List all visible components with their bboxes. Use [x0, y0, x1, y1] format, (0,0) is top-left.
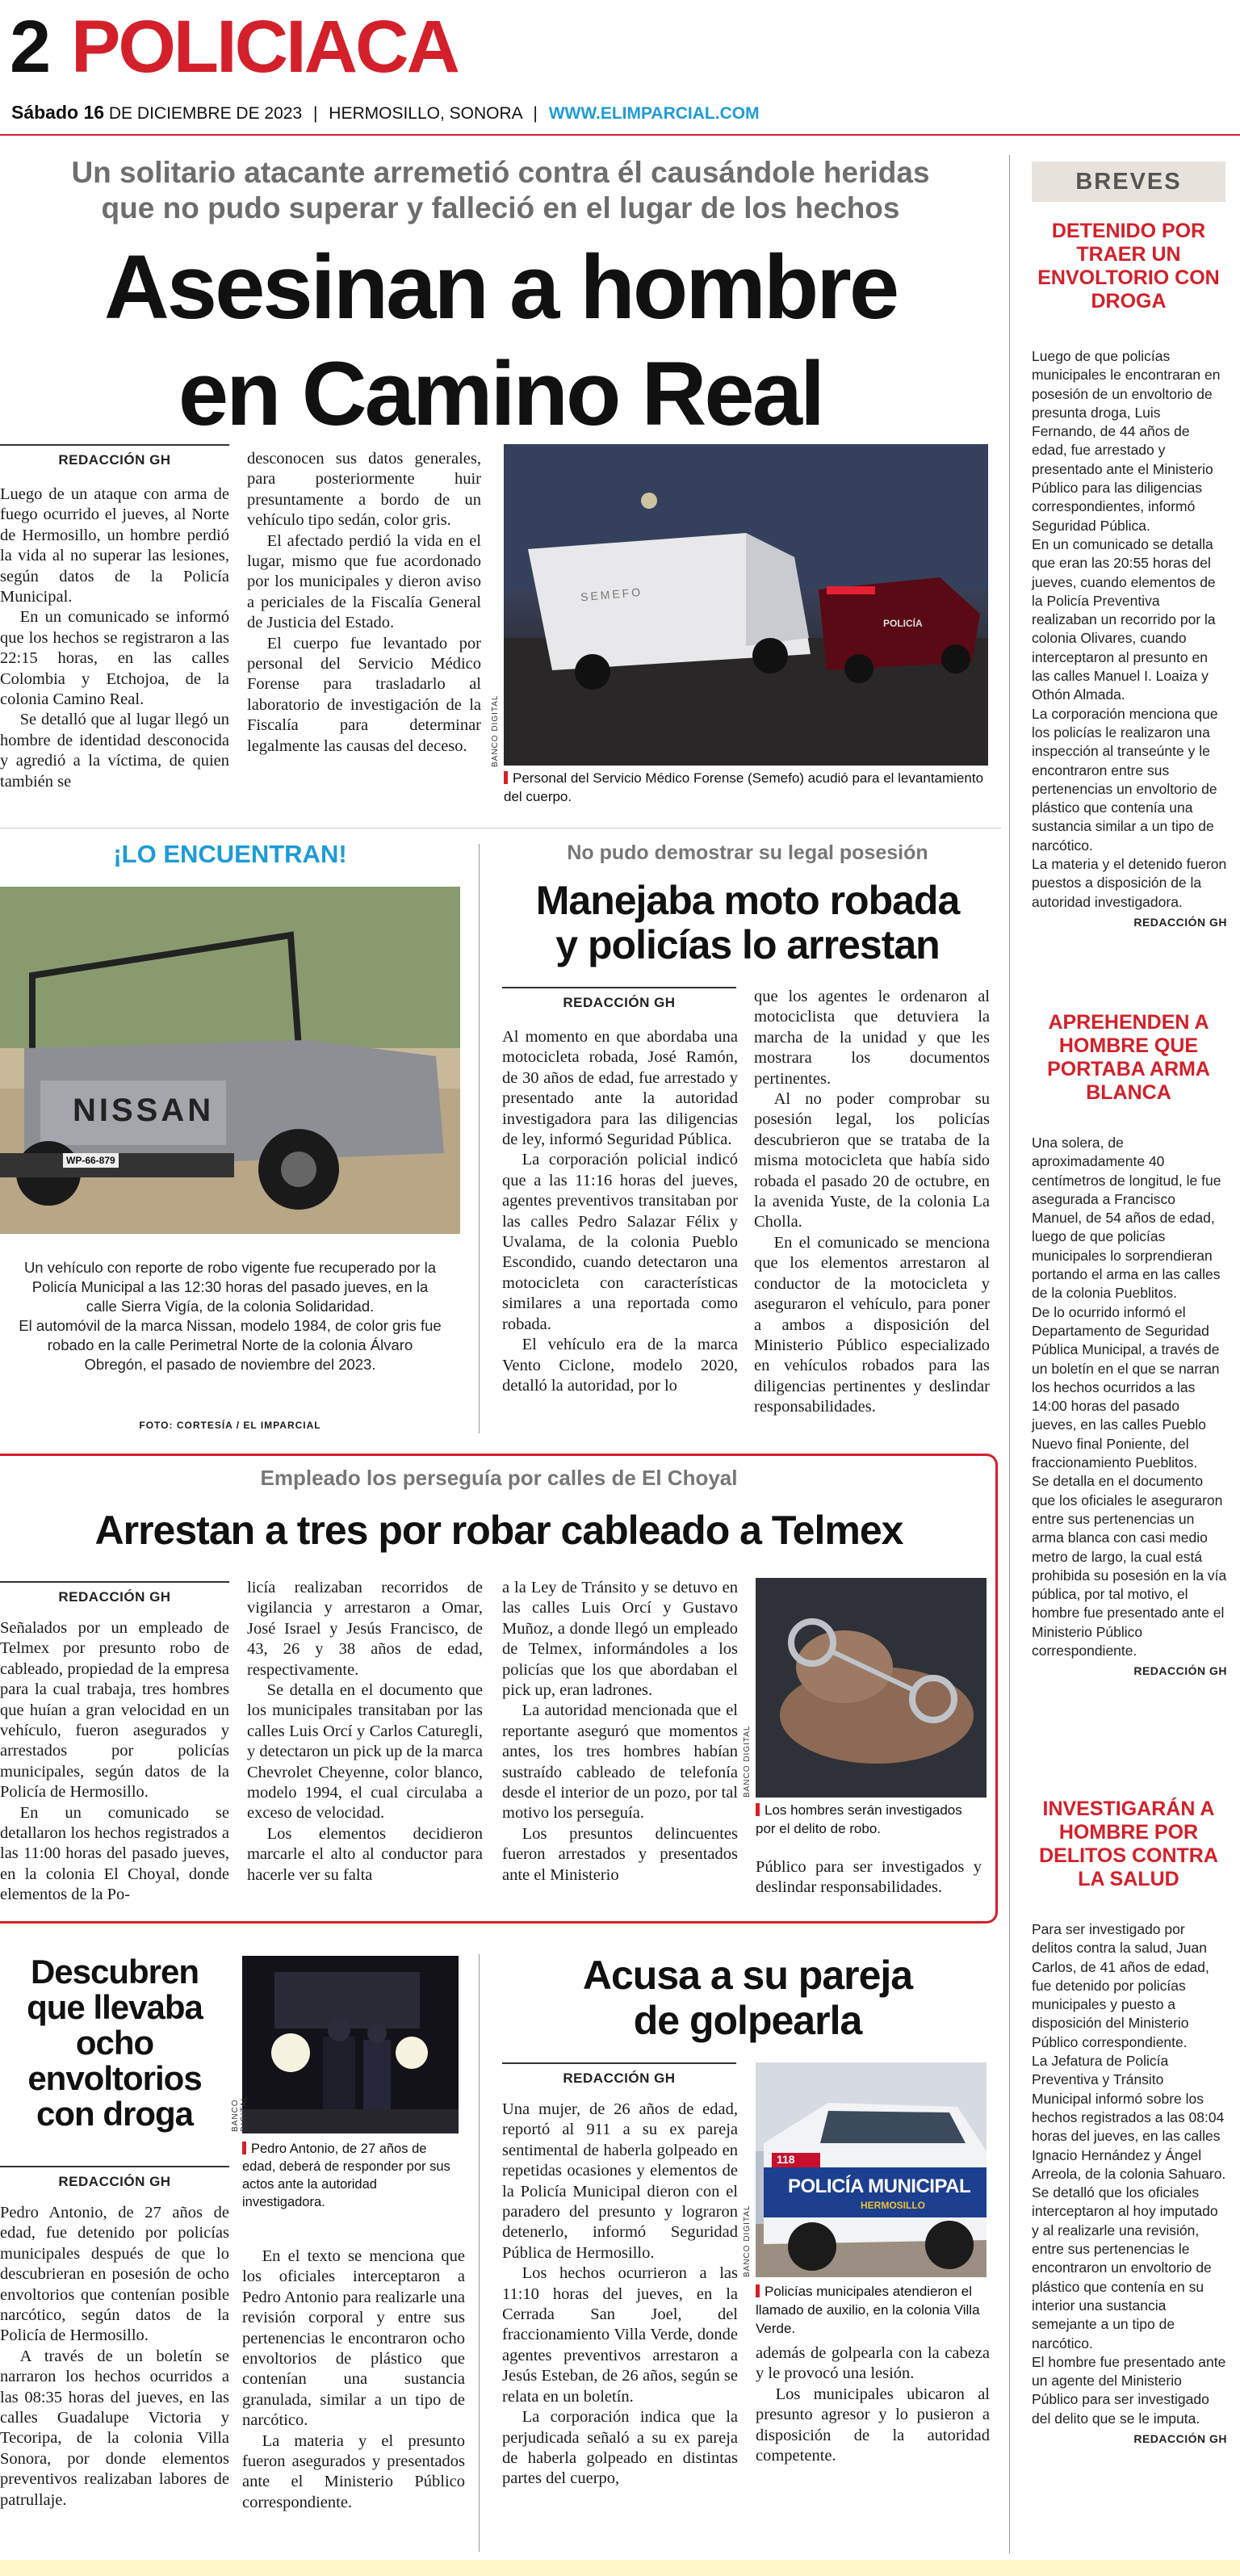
- couple-headline: [494, 1953, 1001, 2043]
- patrol-text: POLICÍA: [883, 618, 923, 629]
- couple-col-1: [502, 2100, 738, 2552]
- breve-headline: INVESTIGARÁN A HOMBRE POR DELITOS CONTRA LA SALUD: [1039, 1798, 1218, 1890]
- handcuffs-photo: [756, 1578, 987, 1798]
- page-number: 2: [10, 6, 52, 88]
- breve-byline: REDACCIÓN GH: [1133, 2432, 1227, 2446]
- breves-title: BREVES: [1032, 162, 1225, 202]
- drugs-caption: [242, 2140, 459, 2211]
- breve-byline: REDACCIÓN GH: [1133, 1664, 1227, 1678]
- paragraph: Al no poder comprobar su posesión legal, los policías descubrieron que se trataba de la misma motocicleta que había sido robada el pasado 20 de octubre, en la avenida Yuste, de la colonia La Cholla.: [754, 1090, 990, 1231]
- paragraph: Se detalla en el documento que los oficiales le aseguraron entre sus pertenencias un arma blanca con casi medio metro de largo, la cual está prohibida su posesión en la vía pública, por tal motivo, el hombre fue presentado ante el Ministerio Público correspondiente.: [1032, 1473, 1227, 1659]
- headline-line: Acusa a su pareja: [582, 1953, 913, 1998]
- drugs-byline: REDACCIÓN GH: [0, 2166, 229, 2190]
- caption-marker: [756, 1803, 760, 1816]
- paragraph: El hombre fue presentado ante un agente del Ministerio Público para ser investigado del delito que se le imputa.: [1032, 2353, 1226, 2427]
- telmex-headline: Arrestan a tres por robar cableado a Telmex: [94, 1508, 903, 1553]
- couple-byline: REDACCIÓN GH: [502, 2062, 736, 2087]
- column-rule: [479, 1954, 480, 2552]
- telmex-col-2: [247, 1578, 483, 1917]
- car-number: 118: [777, 2153, 795, 2166]
- paragraph: que los agentes le ordenaron al motociclista que detuviera la marcha de la unidad y que les mostrara los documentos pertinentes.: [754, 988, 990, 1088]
- paragraph: Se detalló que los oficiales interceptaron al hoy imputado y al realizarle una revisión, entre sus pertenencias le encontraron un envoltorio de plástico que contenía en su interior una sustancia semejante a un tipo de narcótico.: [1032, 2184, 1218, 2352]
- paragraph: De lo ocurrido informó el Departamento de Seguridad Pública Municipal, a través de un boletín en el que se narran los hechos ocurridos a las 14:00 horas del pasado jueves, en las calles Pueblo Nuevo final Poniente, del fraccionamiento Pueblitos.: [1032, 1303, 1220, 1471]
- moto-byline: REDACCIÓN GH: [502, 987, 736, 1011]
- breve-headline: APREHENDEN A HOMBRE QUE PORTABA ARMA BLANCA: [1047, 1011, 1210, 1104]
- paragraph: El vehículo era de la marca Vento Ciclone, modelo 2020, detalló la autoridad, por lo: [502, 1336, 738, 1395]
- paragraph: Los municipales ubicaron al presunto agresor y lo pusieron a disposición de la autoridad competente.: [756, 2385, 990, 2465]
- headline-line: en Camino Real: [178, 343, 823, 444]
- couple-col-2: [756, 2343, 990, 2553]
- paragraph: El afectado perdió la vida en el lugar, mismo que fue acordonado por los municipales y dieron aviso a periciales de la Fiscalía General de Justicia del Estado.: [247, 531, 481, 632]
- breve-body: [1032, 347, 1227, 932]
- paragraph: desconocen sus datos generales, para posteriormente huir presuntamente a bordo de un vehículo tipo sedán, color gris.: [247, 450, 481, 530]
- paragraph: Los elementos decidieron marcarle el alto al conductor para hacerle ver su falta: [247, 1824, 483, 1884]
- photo-credit: BANCO DIGITAL: [743, 1725, 752, 1798]
- caption-text: Los hombres serán investigados por el delito de robo.: [756, 1802, 962, 1836]
- caption-text: Pedro Antonio, de 27 años de edad, deberá de responder por sus actos ante la autoridad investigadora.: [242, 2142, 450, 2209]
- section-title: POLICIACA: [71, 6, 458, 88]
- main-col-1: [0, 485, 229, 816]
- found-headline: ¡LO ENCUENTRAN!: [113, 840, 347, 868]
- section-rule: [0, 828, 1001, 829]
- paragraph: Al momento en que abordaba una motocicleta robada, José Ramón, de 30 años de edad, fue arrestado y presentado ante la autoridad investigadora para las diligencias de ley, informó Seguridad Pública.: [502, 1028, 738, 1149]
- dateline: [11, 102, 760, 124]
- breve-headline: DETENIDO POR TRAER UN ENVOLTORIO CON DROGA: [1037, 220, 1220, 313]
- semefo-caption: [504, 769, 988, 806]
- semefo-photo: [504, 444, 988, 766]
- paragraph: En el texto se menciona que los oficiales interceptaron a Pedro Antonio para realizarle una revisión corporal y entre sus pertenencias le encontraron ocho envoltorios de plástico que contenían una sustancia granulada, similar a un tipo de narcótico.: [242, 2247, 465, 2430]
- paragraph: Público para ser investigados y deslindar responsabilidades.: [756, 1858, 982, 1897]
- arrest-scene: [242, 1956, 459, 2133]
- police-car-scene: [756, 2062, 987, 2277]
- paragraph: Luego de que policías municipales le encontraran en posesión de un envoltorio de presunta droga, Luis Fernando, de 44 años de edad, fue arrestado y presentado ante el Ministerio Público para las diligencias correspondientes, informó Seguridad Pública.: [1032, 348, 1221, 534]
- headline-line: Descubren: [30, 1953, 199, 1991]
- caption-marker: [242, 2142, 246, 2154]
- paragraph: Luego de un ataque con arma de fuego ocurrido el jueves, al Norte de Hermosillo, un hombre perdió la vida al no superar las lesiones, según datos de la Policía Municipal.: [0, 485, 229, 606]
- headline-line: y policías lo arrestan: [555, 922, 940, 967]
- drugs-headline: [0, 1954, 229, 2132]
- telmex-col-1: [0, 1618, 229, 1917]
- paragraph: a la Ley de Tránsito y se detuvo en las calles Luis Orcí y Gustavo Muñoz, a donde llegó un empleado de Telmex, informándoles a los policías que los que abordaban el pick up, eran ladrones.: [502, 1579, 738, 1700]
- telmex-kicker: Empleado los perseguía por calles de El Choyal: [260, 1466, 738, 1490]
- caption-text: Policías municipales atendieron el llamado de auxilio, en la colonia Villa Verde.: [756, 2284, 980, 2336]
- paragraph: En el comunicado se menciona que los elementos arrestaron al conductor de la motocicleta y aseguraron el vehículo, para poner a ambos a disposición del Ministerio Público especializado en vehículos robados para las diligencias pertinentes y deslindar responsabilidades.: [754, 1233, 990, 1416]
- headline-line: con droga: [36, 2095, 193, 2133]
- separator: |: [533, 104, 538, 123]
- main-kicker: [0, 155, 1001, 226]
- main-byline: REDACCIÓN GH: [0, 444, 229, 468]
- breve-body: [1032, 1920, 1227, 2448]
- paragraph: La corporación menciona que los policías le realizaron una inspección al transeúnte y le encontraron entre sus pertenencias un envoltorio de plástico que contenía una sustancia similar a un tipo de narcótico.: [1032, 705, 1218, 854]
- paragraph: La corporación indica que la perjudicada señaló a su ex pareja de haberla golpeado en distintas partes del cuerpo,: [502, 2408, 738, 2488]
- telmex-caption: [756, 1801, 982, 1838]
- paragraph: Se detalló que al lugar llegó un hombre de identidad desconocida y agredió a la víctima, de quien también se: [0, 711, 229, 791]
- arrest-photo: [242, 1956, 459, 2133]
- paragraph: La Jefatura de Policía Preventiva y Tránsito Municipal informó sobre los hechos registrados a las 08:04 horas del jueves, en las calles Ignacio Hernández y Ángel Arreola, de la colonia Sahuaro.: [1032, 2053, 1226, 2182]
- car-city: HERMOSILLO: [861, 2200, 925, 2211]
- paragraph: El cuerpo fue levantado por personal del Servicio Médico Forense para trasladarlo al laboratorio de investigación de la Fiscalía para determinar legalmente las causas del deceso.: [247, 634, 481, 755]
- sidebar-rule: [1009, 155, 1010, 2553]
- moto-kicker: No pudo demostrar su legal posesión: [567, 841, 928, 864]
- paragraph: además de golpearla con la cabeza y le provocó una lesión.: [756, 2344, 990, 2383]
- caption-text: Un vehículo con reporte de robo vigente fue recuperado por la Policía Municipal a las 12:30 horas del pasado jueves, en la calle Sierra Vigía, de la colonia Solidaridad.: [23, 1259, 437, 1315]
- telmex-col-3: [502, 1578, 738, 1917]
- paragraph: En un comunicado se detalla que eran las 20:55 horas del jueves, cuando elementos de la Policía Preventiva realizaban un recorrido por la colonia Olivares, cuando interceptaron al presunto en las calles Manuel I. Loaiza y Othón Almada.: [1032, 535, 1216, 703]
- bottom-rule: [0, 2560, 1240, 2576]
- paragraph: licía realizaban recorridos de vigilancia y arrestaron a Omar, José Israel y Jesús Francisco, de 43, 26 y 38 años de edad, respectivamente.: [247, 1579, 483, 1679]
- column-rule: [479, 844, 480, 1433]
- license-plate: WP-66-879: [63, 1153, 119, 1168]
- kicker-line: que no pudo superar y falleció en el lugar de los hechos: [101, 191, 900, 224]
- paragraph: Se detalla en el documento que los municipales transitaban por las calles Luis Orcí y Carlos Caturegli, y detectaron un pick up de la marca Chevrolet Cheyenne, color blanco, modelo 1994, el cual circulaba a exceso de velocidad.: [247, 1681, 483, 1823]
- car-lettering: POLICÍA MUNICIPAL: [788, 2175, 971, 2197]
- moto-col-1: [502, 1027, 738, 1437]
- moto-col-2: [754, 987, 990, 1439]
- headline-line: ocho: [75, 2024, 154, 2062]
- photo-credit: BANCO DIGITAL: [491, 694, 500, 767]
- caption-marker: [504, 771, 508, 784]
- paragraph: Pedro Antonio, de 27 años de edad, fue detenido por policías municipales después de que lo descubrieran en posesión de ocho envoltorios que contenían posible narcótico, según datos de la Policía de Hermosillo.: [0, 2204, 229, 2345]
- date-day: Sábado 16: [11, 102, 105, 123]
- paragraph: Los presuntos delincuentes fueron arrestados y presentados ante el Ministerio: [502, 1824, 738, 1884]
- breve-body: [1032, 1134, 1227, 1681]
- couple-caption: [756, 2282, 987, 2338]
- paragraph: Señalados por un empleado de Telmex por presunto robo de cableado, propiedad de la empresa para la cual trabaja, tres hombres que huían a gran velocidad en un vehículo, fueron asegurados y arrestados por policías municipales, según datos de la Policía de Hermosillo.: [0, 1619, 229, 1802]
- headline-line: Asesinan a hombre: [103, 237, 898, 338]
- found-credit: FOTO: CORTESÍA / EL IMPARCIAL: [139, 1420, 321, 1431]
- headline-line: que llevaba: [27, 1988, 203, 2026]
- paragraph: La materia y el presunto fueron asegurados y presentados ante el Ministerio Público correspondiente.: [242, 2431, 465, 2511]
- caption-text: El automóvil de la marca Nissan, modelo 1984, de color gris fue robado en la calle Perimetral Norte de la colonia Álvaro Obregón, el pasado de noviembre del 2023.: [19, 1317, 442, 1373]
- paragraph: La corporación policial indicó que a las 11:16 horas del jueves, agentes preventivos transitaban por las calles Pedro Salazar Félix y Uvalama, de la colonia Pueblo Escondido, cuando detectaron una motocicleta con características similares a una reportada como robada.: [502, 1151, 738, 1333]
- headline-line: Manejaba moto robada: [535, 878, 960, 923]
- headline-line: de golpearla: [633, 1998, 862, 2043]
- website-link[interactable]: WWW.ELIMPARCIAL.COM: [548, 104, 760, 123]
- city: HERMOSILLO, SONORA: [329, 104, 522, 123]
- telmex-byline: REDACCIÓN GH: [0, 1581, 229, 1605]
- paragraph: Para ser investigado por delitos contra la salud, Juan Carlos, de 41 años de edad, fue detenido por policías municipales y puesto a disposición del Ministerio Público correspondiente.: [1032, 1921, 1209, 2050]
- paragraph: La materia y el detenido fueron puestos a disposición de la autoridad investigadora.: [1032, 856, 1227, 910]
- main-col-2: [247, 449, 481, 816]
- moto-headline: [494, 879, 1001, 967]
- truck-lettering: NISSAN: [73, 1093, 215, 1128]
- paragraph: Una solera, de aproximadamente 40 centímetros de longitud, le fue asegurada a Francisco Manuel, de 54 años de edad, luego de que policías municipales lo sorprendieran portando el arma en las calles de la colonia Pueblitos.: [1032, 1135, 1221, 1302]
- telmex-col-4: [756, 1857, 982, 1922]
- semefo-scene: [504, 444, 988, 766]
- drugs-col-1: [0, 2203, 229, 2552]
- paragraph: En un comunicado se informó que los hechos se registraron a las 22:15 horas, en las calles Colombia y Etchojoa, de la colonia Camino Real.: [0, 608, 229, 709]
- paragraph: En un comunicado se detallaron los hechos registrados a las 11:00 horas del pasado jueves, en la colonia El Choyal, donde elementos de la Po-: [0, 1803, 229, 1904]
- main-headline: [0, 234, 1001, 447]
- van-text: SEMEFO: [580, 585, 643, 604]
- photo-credit: BANCO DIGITAL: [231, 2095, 249, 2132]
- found-caption: [16, 1258, 444, 1374]
- caption-marker: [756, 2284, 760, 2297]
- breve-byline: REDACCIÓN GH: [1133, 915, 1227, 929]
- paragraph: La autoridad mencionada que el reportante aseguró que momentos antes, los tres hombres habían sustraído cableado de telefonía desde el interior de un pozo, por tal motivo los perseguía.: [502, 1701, 738, 1823]
- drugs-col-2: [242, 2247, 465, 2553]
- kicker-line: Un solitario atacante arremetió contra él causándole heridas: [71, 156, 930, 189]
- paragraph: Los hechos ocurrieron a las 11:10 horas del jueves, en la Cerrada San Joel, del fraccionamiento Villa Verde, donde agentes preventivos arrestaron a Jesús Esteban, de 26 años, según se relata en un boletín.: [502, 2264, 738, 2406]
- nissan-photo: [0, 887, 460, 1234]
- headline-line: envoltorios: [27, 2059, 202, 2097]
- separator: |: [312, 104, 318, 123]
- handcuffs-scene: [756, 1578, 987, 1798]
- caption-text: Personal del Servicio Médico Forense (Semefo) acudió para el levantamiento del cuerpo.: [504, 770, 984, 804]
- photo-credit: BANCO DIGITAL: [743, 2205, 752, 2277]
- police-car-photo: [756, 2062, 987, 2277]
- nissan-scene: [0, 887, 460, 1234]
- masthead-rule: [0, 134, 1240, 136]
- paragraph: A través de un boletín se narraron los hechos ocurridos a las 08:35 horas del jueves, en las calles Guadalupe Victoria y Tecoripa, de la colonia Villa Sonora, por donde elementos preventivos realizaban labores de patrullaje.: [0, 2347, 229, 2509]
- paragraph: Una mujer, de 26 años de edad, reportó al 911 a su ex pareja sentimental de haberla golpeado en repetidas ocasiones y elementos de la Policía Municipal dieron con el paradero del presunto y lograron detenerlo, informó Seguridad Pública de Hermosillo.: [502, 2100, 738, 2262]
- date-rest: DE DICIEMBRE DE 2023: [108, 104, 303, 123]
